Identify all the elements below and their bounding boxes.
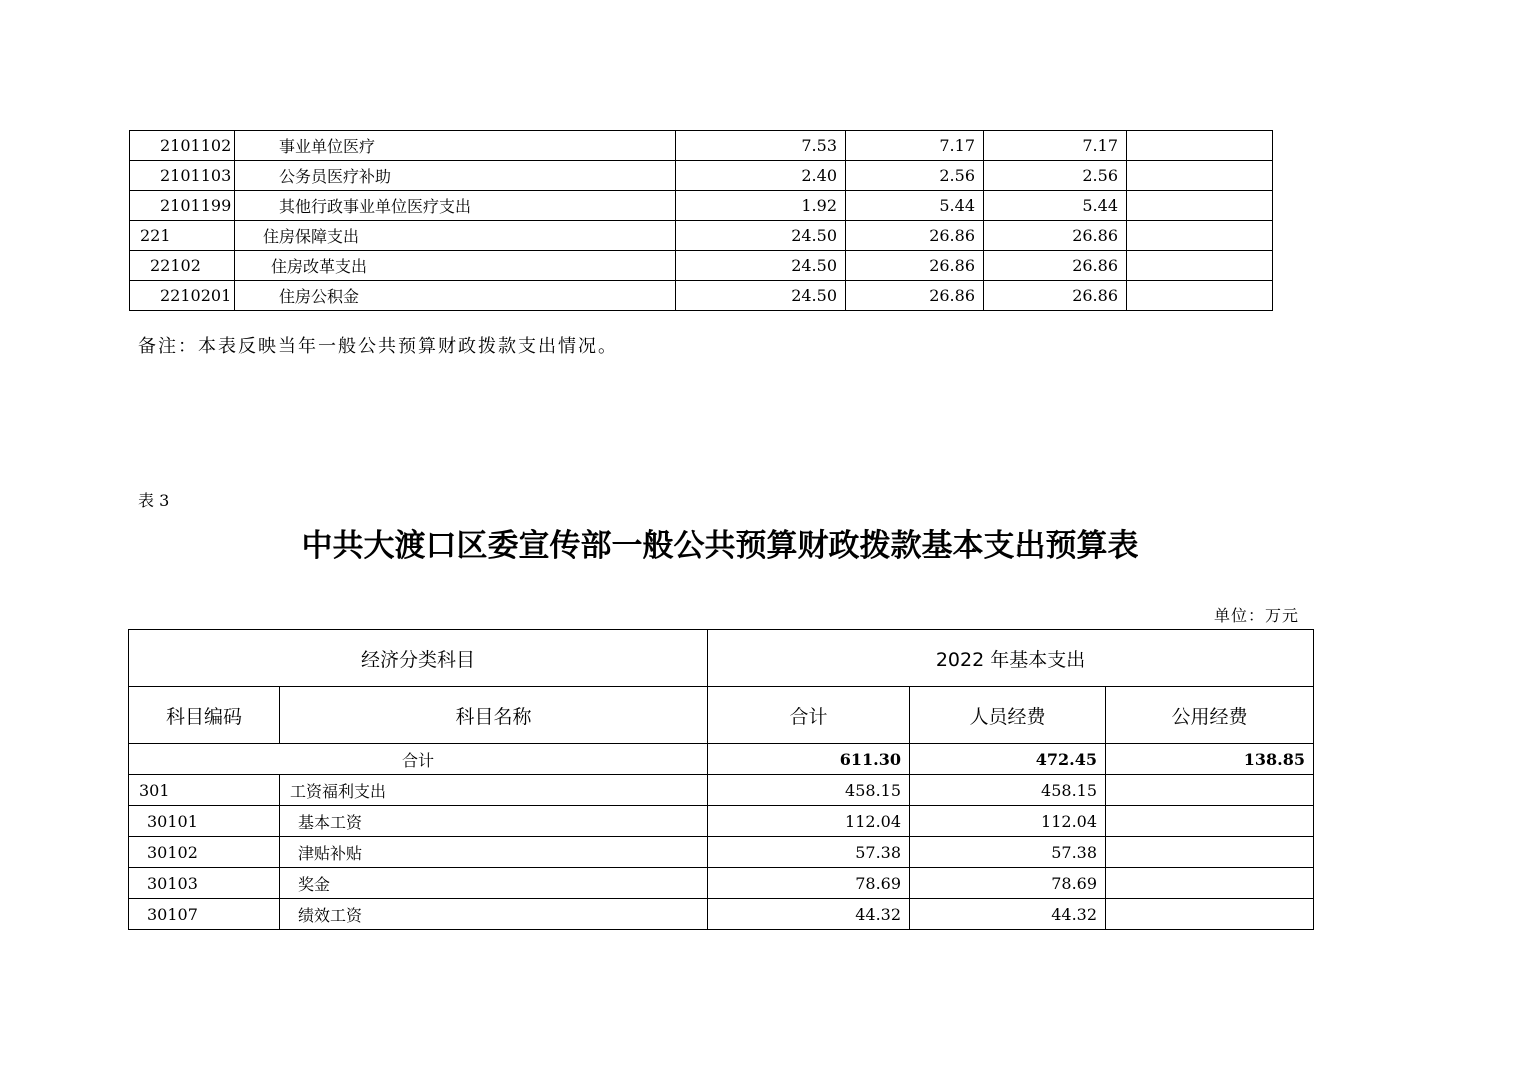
subject-name: 事业单位医疗 — [235, 131, 676, 161]
amount-public — [1106, 899, 1314, 930]
amount-total: 78.69 — [708, 868, 910, 899]
expenditure-table-continued — [129, 130, 1273, 311]
amount-project — [1127, 131, 1273, 161]
subject-code: 2210201 — [130, 281, 235, 311]
amount-total: 26.86 — [846, 221, 984, 251]
unit-label: 单位：万元 — [1214, 606, 1300, 625]
subject-code: 301 — [129, 775, 280, 806]
header-total: 合计 — [708, 687, 910, 744]
amount-total: 5.44 — [846, 191, 984, 221]
amount-project — [1127, 161, 1273, 191]
amount-basic: 2.56 — [984, 161, 1127, 191]
total-sum: 611.30 — [708, 744, 910, 775]
amount-basic: 26.86 — [984, 251, 1127, 281]
amount-personnel: 44.32 — [910, 899, 1106, 930]
subject-name: 住房改革支出 — [235, 251, 676, 281]
subject-name: 基本工资 — [280, 806, 708, 837]
amount-total: 57.38 — [708, 837, 910, 868]
table-row — [129, 899, 1314, 930]
subject-code: 2101103 — [130, 161, 235, 191]
header-public-expense: 公用经费 — [1106, 687, 1314, 744]
header-personnel-expense: 人员经费 — [910, 687, 1106, 744]
amount-prev-year: 2.40 — [676, 161, 846, 191]
amount-total: 26.86 — [846, 281, 984, 311]
table-row — [130, 191, 1273, 221]
subject-name: 奖金 — [280, 868, 708, 899]
subject-name: 住房公积金 — [235, 281, 676, 311]
amount-basic: 26.86 — [984, 221, 1127, 251]
amount-prev-year: 24.50 — [676, 251, 846, 281]
amount-prev-year: 24.50 — [676, 281, 846, 311]
amount-public — [1106, 806, 1314, 837]
amount-public — [1106, 837, 1314, 868]
subject-code: 2101199 — [130, 191, 235, 221]
header-columns-row — [129, 687, 1314, 744]
subject-code: 22102 — [130, 251, 235, 281]
table-row — [130, 251, 1273, 281]
total-public: 138.85 — [1106, 744, 1314, 775]
amount-personnel: 458.15 — [910, 775, 1106, 806]
page-title: 中共大渡口区委宣传部一般公共预算财政拨款基本支出预算表 — [301, 528, 1139, 564]
amount-total: 458.15 — [708, 775, 910, 806]
subject-code: 2101102 — [130, 131, 235, 161]
amount-personnel: 112.04 — [910, 806, 1106, 837]
amount-project — [1127, 281, 1273, 311]
subject-name: 住房保障支出 — [235, 221, 676, 251]
amount-total: 2.56 — [846, 161, 984, 191]
amount-total: 26.86 — [846, 251, 984, 281]
amount-basic: 26.86 — [984, 281, 1127, 311]
header-subject-name: 科目名称 — [280, 687, 708, 744]
amount-public — [1106, 775, 1314, 806]
subject-name: 其他行政事业单位医疗支出 — [235, 191, 676, 221]
amount-project — [1127, 221, 1273, 251]
total-personnel: 472.45 — [910, 744, 1106, 775]
subject-code: 221 — [130, 221, 235, 251]
header-basic-expenditure-2022: 2022 年基本支出 — [708, 630, 1314, 687]
subject-code: 30102 — [129, 837, 280, 868]
table-row — [129, 868, 1314, 899]
table-number: 表 3 — [138, 491, 170, 510]
amount-project — [1127, 251, 1273, 281]
amount-personnel: 57.38 — [910, 837, 1106, 868]
subject-name: 津贴补贴 — [280, 837, 708, 868]
subject-name: 公务员医疗补助 — [235, 161, 676, 191]
total-label: 合计 — [129, 744, 708, 775]
header-economic-classification: 经济分类科目 — [129, 630, 708, 687]
subject-code: 30103 — [129, 868, 280, 899]
table-row — [130, 281, 1273, 311]
amount-basic: 7.17 — [984, 131, 1127, 161]
subject-name: 绩效工资 — [280, 899, 708, 930]
header-subject-code: 科目编码 — [129, 687, 280, 744]
amount-prev-year: 1.92 — [676, 191, 846, 221]
subject-name: 工资福利支出 — [280, 775, 708, 806]
amount-total: 44.32 — [708, 899, 910, 930]
amount-project — [1127, 191, 1273, 221]
header-group-row — [129, 630, 1314, 687]
amount-total: 112.04 — [708, 806, 910, 837]
table-note: 备注：本表反映当年一般公共预算财政拨款支出情况。 — [138, 336, 618, 357]
table-row — [129, 806, 1314, 837]
table-row — [130, 221, 1273, 251]
amount-personnel: 78.69 — [910, 868, 1106, 899]
subject-code: 30107 — [129, 899, 280, 930]
table-row — [130, 131, 1273, 161]
amount-total: 7.17 — [846, 131, 984, 161]
amount-public — [1106, 868, 1314, 899]
amount-prev-year: 24.50 — [676, 221, 846, 251]
table-row — [129, 837, 1314, 868]
amount-basic: 5.44 — [984, 191, 1127, 221]
basic-expenditure-table — [128, 629, 1314, 930]
amount-prev-year: 7.53 — [676, 131, 846, 161]
total-row — [129, 744, 1314, 775]
subject-code: 30101 — [129, 806, 280, 837]
table-row — [129, 775, 1314, 806]
table-row — [130, 161, 1273, 191]
